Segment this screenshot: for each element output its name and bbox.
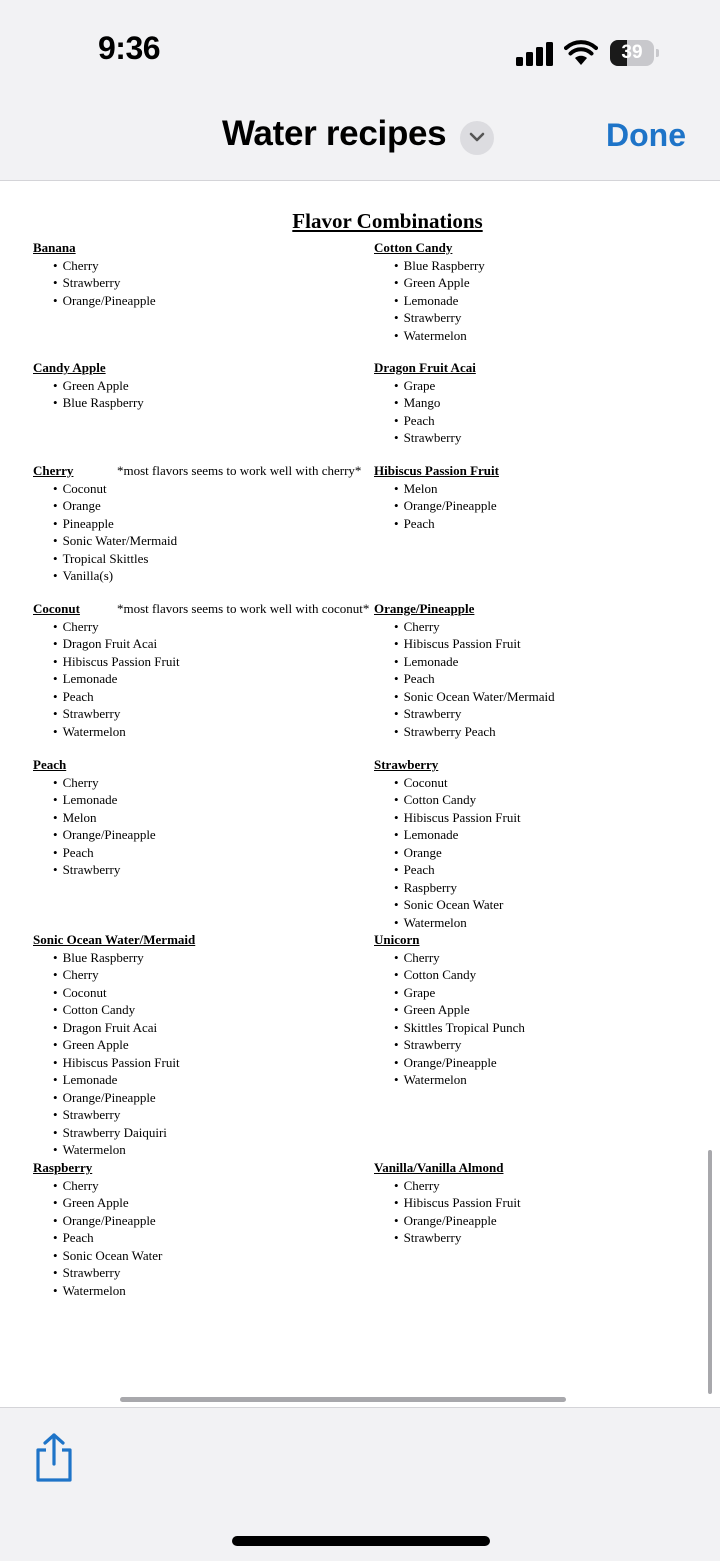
- list-item: • Grape: [394, 377, 476, 395]
- list-item: • Peach: [394, 515, 499, 533]
- flavor-list: [33, 480, 177, 585]
- list-item: • Hibiscus Passion Fruit: [394, 1194, 521, 1212]
- list-item: • Watermelon: [53, 1282, 162, 1300]
- list-item: • Strawberry: [53, 274, 156, 292]
- section-heading: Cotton Candy: [374, 240, 453, 255]
- list-item: • Cotton Candy: [394, 791, 521, 809]
- wifi-icon: [564, 40, 598, 66]
- list-item: • Blue Raspberry: [394, 257, 485, 275]
- list-item: • Grape: [394, 984, 525, 1002]
- list-item: • Tropical Skittles: [53, 550, 177, 568]
- list-item: • Green Apple: [53, 377, 144, 395]
- list-item: • Watermelon: [53, 1141, 195, 1159]
- list-item: • Cherry: [53, 774, 156, 792]
- list-item: • Cherry: [53, 1177, 162, 1195]
- list-item: • Strawberry Daiquiri: [53, 1124, 195, 1142]
- recipe-section: [374, 756, 521, 931]
- list-item: • Green Apple: [53, 1194, 162, 1212]
- battery-body: [610, 40, 654, 66]
- flavor-list: [33, 949, 195, 1159]
- section-heading: Hibiscus Passion Fruit: [374, 463, 499, 478]
- recipe-section: [33, 1159, 162, 1299]
- list-item: • Orange: [394, 844, 521, 862]
- section-heading: Sonic Ocean Water/Mermaid: [33, 932, 196, 947]
- list-item: • Cotton Candy: [53, 1001, 195, 1019]
- list-item: • Orange/Pineapple: [53, 1089, 195, 1107]
- list-item: • Sonic Ocean Water: [53, 1247, 162, 1265]
- section-heading: Unicorn: [374, 932, 420, 947]
- list-item: • Hibiscus Passion Fruit: [53, 1054, 195, 1072]
- horizontal-scrollbar[interactable]: [120, 1397, 566, 1402]
- battery-tip: [656, 49, 659, 57]
- list-item: • Green Apple: [394, 274, 485, 292]
- list-item: • Orange: [53, 497, 177, 515]
- list-item: • Watermelon: [394, 1071, 525, 1089]
- list-item: • Strawberry: [394, 309, 485, 327]
- share-icon: [30, 1432, 78, 1484]
- list-item: • Watermelon: [394, 914, 521, 932]
- document-page[interactable]: [0, 181, 720, 1406]
- flavor-list: [374, 1177, 521, 1247]
- list-item: • Peach: [394, 412, 476, 430]
- list-item: • Raspberry: [394, 879, 521, 897]
- section-heading: Candy Apple: [33, 360, 106, 375]
- recipe-section: [374, 1159, 521, 1247]
- section-heading: Vanilla/Vanilla Almond: [374, 1160, 504, 1175]
- list-item: • Coconut: [53, 480, 177, 498]
- list-item: • Strawberry: [394, 1229, 521, 1247]
- list-item: • Lemonade: [394, 653, 555, 671]
- recipe-section: [33, 931, 195, 1159]
- list-item: • Blue Raspberry: [53, 394, 144, 412]
- list-item: • Lemonade: [53, 670, 180, 688]
- section-heading: Coconut: [33, 601, 80, 616]
- list-item: • Lemonade: [53, 791, 156, 809]
- flavor-list: [374, 774, 521, 932]
- list-item: • Hibiscus Passion Fruit: [53, 653, 180, 671]
- list-item: • Cotton Candy: [394, 966, 525, 984]
- list-item: • Vanilla(s): [53, 567, 177, 585]
- flavor-list: [374, 618, 555, 741]
- list-item: • Strawberry: [53, 1106, 195, 1124]
- list-item: • Melon: [53, 809, 156, 827]
- list-item: • Blue Raspberry: [53, 949, 195, 967]
- list-item: • Cherry: [394, 949, 525, 967]
- list-item: • Peach: [53, 844, 156, 862]
- list-item: • Strawberry Peach: [394, 723, 555, 741]
- section-note: *most flavors seems to work well with coconut*: [117, 601, 370, 616]
- list-item: • Peach: [394, 670, 555, 688]
- recipe-section: [33, 756, 156, 879]
- flavor-list: [33, 618, 180, 741]
- recipe-section: [374, 239, 485, 344]
- flavor-list: [33, 257, 156, 310]
- list-item: • Strawberry: [394, 429, 476, 447]
- list-item: • Cherry: [53, 257, 156, 275]
- list-item: • Pineapple: [53, 515, 177, 533]
- section-heading: Dragon Fruit Acai: [374, 360, 476, 375]
- section-heading: Raspberry: [33, 1160, 93, 1175]
- section-heading: Orange/Pineapple: [374, 601, 475, 616]
- flavor-list: [374, 377, 476, 447]
- list-item: • Cherry: [53, 618, 180, 636]
- recipe-section: [33, 600, 370, 740]
- list-item: • Strawberry: [53, 861, 156, 879]
- list-item: • Sonic Ocean Water: [394, 896, 521, 914]
- list-item: • Lemonade: [394, 826, 521, 844]
- bottom-toolbar: [0, 1407, 720, 1561]
- section-heading: Peach: [33, 757, 67, 772]
- list-item: • Cherry: [53, 966, 195, 984]
- document-title[interactable]: Water recipes: [222, 114, 447, 153]
- recipe-section: [33, 359, 144, 412]
- recipe-section: [33, 239, 156, 309]
- list-item: • Hibiscus Passion Fruit: [394, 635, 555, 653]
- list-item: • Melon: [394, 480, 499, 498]
- list-item: • Sonic Ocean Water/Mermaid: [394, 688, 555, 706]
- list-item: • Coconut: [394, 774, 521, 792]
- section-heading: Banana: [33, 240, 76, 255]
- list-item: • Orange/Pineapple: [394, 1212, 521, 1230]
- list-item: • Lemonade: [53, 1071, 195, 1089]
- list-item: • Strawberry: [53, 1264, 162, 1282]
- list-item: • Peach: [394, 861, 521, 879]
- list-item: • Lemonade: [394, 292, 485, 310]
- list-item: • Hibiscus Passion Fruit: [394, 809, 521, 827]
- list-item: • Orange/Pineapple: [53, 826, 156, 844]
- list-item: • Strawberry: [53, 705, 180, 723]
- recipe-section: [33, 462, 362, 585]
- flavor-list: [33, 774, 156, 879]
- flavor-list: [33, 1177, 162, 1300]
- list-item: • Orange/Pineapple: [394, 1054, 525, 1072]
- list-item: • Green Apple: [53, 1036, 195, 1054]
- flavor-list: [374, 949, 525, 1089]
- list-item: • Dragon Fruit Acai: [53, 1019, 195, 1037]
- list-item: • Orange/Pineapple: [53, 292, 156, 310]
- list-item: • Dragon Fruit Acai: [53, 635, 180, 653]
- share-button[interactable]: [30, 1432, 78, 1484]
- title-menu-button[interactable]: [460, 121, 494, 155]
- battery-icon: [610, 40, 660, 66]
- home-indicator[interactable]: [232, 1536, 490, 1546]
- list-item: • Sonic Water/Mermaid: [53, 532, 177, 550]
- list-item: • Watermelon: [394, 327, 485, 345]
- list-item: • Orange/Pineapple: [53, 1212, 162, 1230]
- list-item: • Cherry: [394, 618, 555, 636]
- chevron-down-icon: [469, 132, 485, 144]
- done-button[interactable]: Done: [606, 117, 686, 153]
- list-item: • Cherry: [394, 1177, 521, 1195]
- list-item: • Green Apple: [394, 1001, 525, 1019]
- list-item: • Watermelon: [53, 723, 180, 741]
- flavor-list: [374, 257, 485, 345]
- top-bar: [0, 0, 720, 181]
- list-item: • Peach: [53, 1229, 162, 1247]
- section-heading: Cherry: [33, 463, 74, 478]
- list-item: • Orange/Pineapple: [394, 497, 499, 515]
- section-heading: Strawberry: [374, 757, 439, 772]
- list-item: • Strawberry: [394, 1036, 525, 1054]
- section-note: *most flavors seems to work well with cherry*: [117, 463, 362, 478]
- list-item: • Mango: [394, 394, 476, 412]
- recipe-section: [374, 931, 525, 1089]
- flavor-list: [33, 377, 144, 412]
- list-item: • Peach: [53, 688, 180, 706]
- cellular-signal-icon: [516, 42, 554, 66]
- recipe-section: [374, 600, 555, 740]
- page-title: Flavor Combinations: [292, 209, 483, 233]
- battery-level: 39: [621, 42, 643, 63]
- recipe-section: [374, 359, 476, 447]
- vertical-scrollbar[interactable]: [708, 1150, 712, 1394]
- list-item: • Strawberry: [394, 705, 555, 723]
- recipe-section: [374, 462, 499, 532]
- list-item: • Coconut: [53, 984, 195, 1002]
- list-item: • Skittles Tropical Punch: [394, 1019, 525, 1037]
- status-time: 9:36: [98, 30, 161, 66]
- flavor-list: [374, 480, 499, 533]
